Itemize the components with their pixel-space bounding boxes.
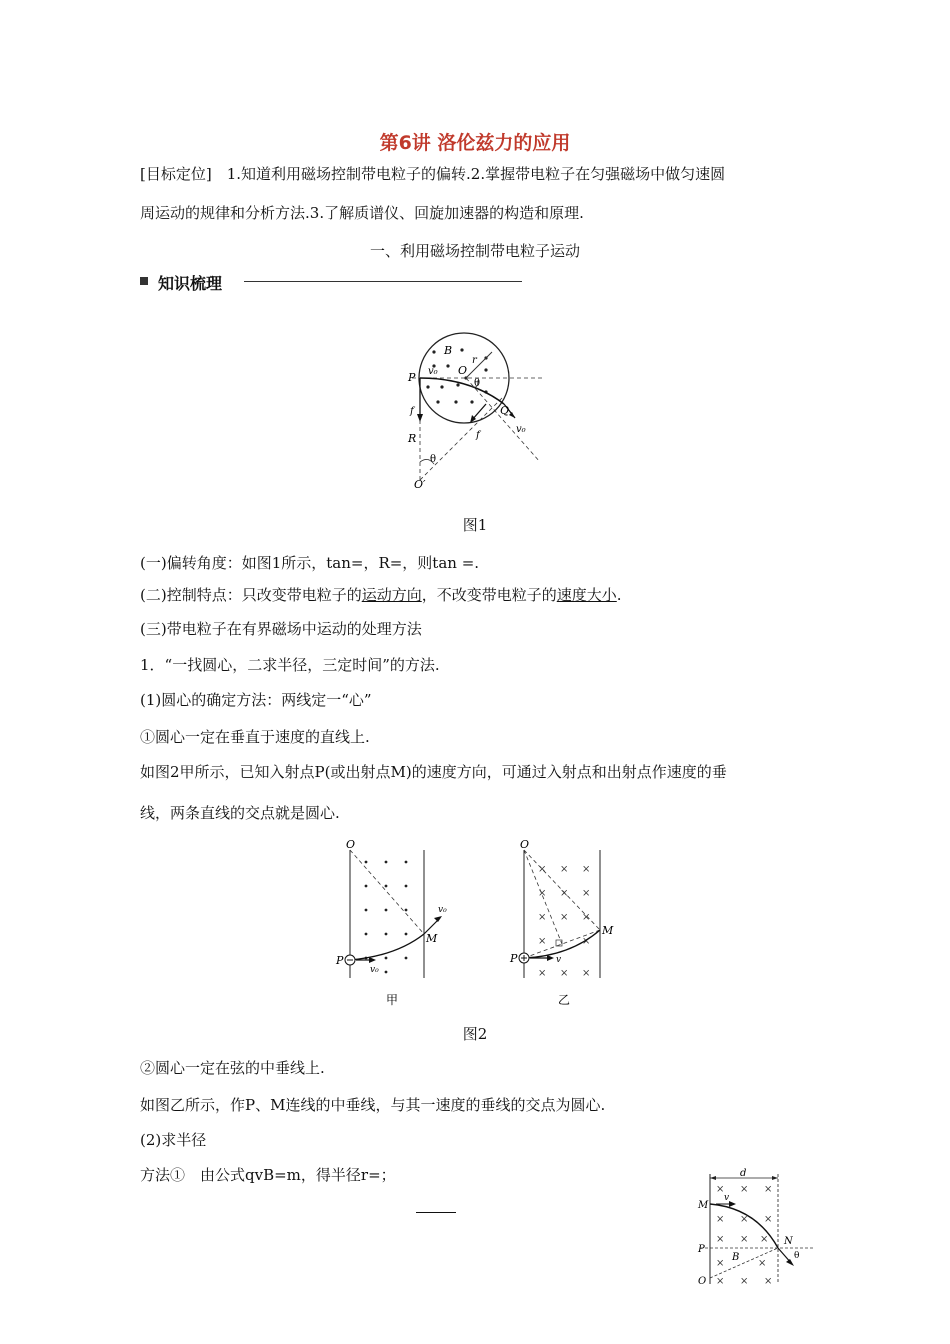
fig3-label-O: O [698,1276,707,1287]
fig1-label-Oprime: O′ [414,478,426,490]
svg-text:×: × [538,936,547,947]
para2-underline-speed: 速度大小 [556,586,617,604]
fig3-label-B: B [732,1252,740,1263]
svg-text:×: × [582,888,591,899]
goal-label: [目标定位] [140,165,212,183]
svg-text:×: × [764,1276,773,1287]
figure-3-diagram [696,1168,820,1288]
svg-text:×: × [560,888,569,899]
svg-text:×: × [740,1276,749,1287]
para-control-feature [140,585,622,605]
svg-text:×: × [582,968,591,979]
knowledge-heading [140,271,530,293]
fig1-label-theta: θ [474,378,481,389]
fig2-right-P: P [510,952,518,965]
fig2-left-v0: v₀ [370,965,379,975]
fig1-label-f: f [410,406,414,417]
para-deflection-angle: (一)偏转角度：如图1所示，tan=，R=，则tan =. [140,554,480,572]
para-method: 1．“一找圆心，二求半径，三定时间”的方法. [140,656,440,674]
para-radius-heading: (2)求半径 [140,1131,207,1149]
svg-text:×: × [582,936,591,947]
fig2-left-M: M [426,932,438,945]
svg-text:×: × [716,1214,725,1225]
svg-text:×: × [764,1184,773,1195]
fig1-label-f-2: f [476,430,480,441]
svg-text:×: × [740,1184,749,1195]
para-rule-2: ②圆心一定在弦的中垂线上. [140,1059,325,1077]
svg-text:×: × [764,1214,773,1225]
figure-2-diagram [330,838,620,1010]
para-radius-method-1: 方法① 由公式qvB=m，得半径r=； [140,1166,396,1184]
svg-text:×: × [560,912,569,923]
square-bullet-icon [140,277,148,285]
para-fig2-desc-2: 线，两条直线的交点就是圆心. [140,804,340,822]
svg-text:×: × [538,968,547,979]
goal-line-1: 1.知道利用磁场控制带电粒子的偏转.2.掌握带电粒子在匀强磁场中做匀速圆 [226,165,726,183]
fig1-label-theta-2: θ [430,454,437,465]
page-title: 第6讲 洛伦兹力的应用 [379,132,571,154]
fig3-label-d: d [740,1168,747,1179]
fig1-label-R: R [408,432,417,445]
fig3-label-v: v [724,1193,730,1203]
fig1-label-r: r [472,355,477,366]
fig3-label-N: N [784,1236,793,1247]
svg-text:×: × [740,1214,749,1225]
svg-text:×: × [758,1258,767,1269]
fig2-left-label: 甲 [386,993,399,1007]
fig1-label-B: B [444,344,453,357]
knowledge-heading-text: 知识梳理 [158,274,223,293]
para-center-method: (1)圆心的确定方法：两线定一“心” [140,691,372,709]
para-fig2-desc-1: 如图2甲所示，已知入射点P(或出射点M)的速度方向，可通过入射点和出射点作速度的垂 [140,763,727,781]
svg-text:×: × [760,1234,769,1245]
svg-text:×: × [538,864,547,875]
svg-text:×: × [716,1184,725,1195]
fig2-left-v0-exit: v₀ [438,905,447,915]
fig1-label-O: O [458,364,468,377]
svg-text:×: × [560,968,569,979]
fig3-label-theta: θ [794,1251,800,1261]
fig2-left-P: P [336,954,344,967]
goal-paragraph [140,164,725,184]
para2-text-c: . [616,586,622,604]
fig2-left-O: O [346,838,356,851]
fig1-label-Q: Q [500,404,510,417]
figure-1-diagram [400,330,550,490]
svg-text:×: × [560,864,569,875]
svg-text:×: × [582,912,591,923]
svg-text:×: × [538,912,547,923]
fig2-caption: 图2 [462,1025,488,1043]
svg-text:×: × [716,1234,725,1245]
heading-rule [244,281,522,282]
fig2-right-v: v [556,955,562,965]
fig3-label-P: P [698,1244,705,1255]
fig3-label-M: M [698,1200,709,1211]
svg-text:×: × [538,888,547,899]
goal-line-2: 周运动的规律和分析方法.3.了解质谱仪、回旋加速器的构造和原理. [140,204,584,222]
svg-text:×: × [582,864,591,875]
svg-text:×: × [716,1276,725,1287]
para-bounded-field: (三)带电粒子在有界磁场中运动的处理方法 [140,620,422,638]
fig2-right-O: O [520,838,530,851]
svg-text:×: × [716,1258,725,1269]
fig1-label-v0-exit: v₀ [516,424,526,435]
para2-text-b: ，不改变带电粒子的 [421,586,557,604]
fig2-right-M: M [602,924,614,937]
svg-text:×: × [740,1234,749,1245]
para-fig2-right-desc: 如图乙所示，作P、M连线的中垂线，与其一速度的垂线的交点为圆心. [140,1096,606,1114]
para-rule-1: ①圆心一定在垂直于速度的直线上. [140,728,370,746]
fig2-right-label: 乙 [558,993,571,1007]
para2-text-a: (二)控制特点：只改变带电粒子的 [140,586,362,604]
fraction-bar [416,1212,456,1213]
section-heading: 一、利用磁场控制带电粒子运动 [369,242,580,260]
fig1-label-v0: v₀ [428,366,438,377]
fig1-label-P: P [408,371,416,384]
fig1-caption: 图1 [462,516,488,534]
para2-underline-direction: 运动方向 [361,586,422,604]
